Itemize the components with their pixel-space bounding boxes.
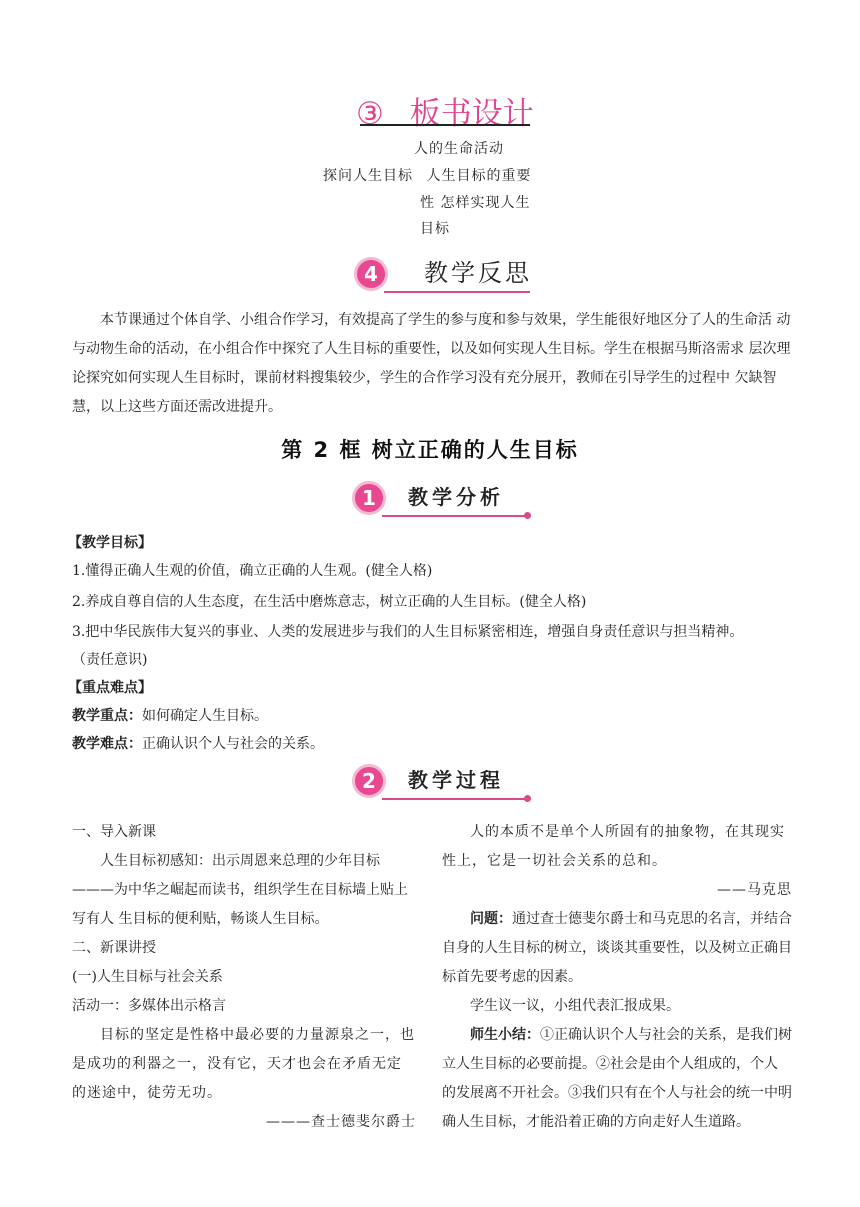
teaching-focus-label: 教学重点： bbox=[72, 708, 142, 724]
analysis-underline-dot bbox=[524, 512, 531, 519]
reflection-paragraph: 本节课通过个体自学、小组合作学习，有效提高了学生的参与度和参与效果，学生能很好地区分了人的生命活 动与动物生命的活动，在小组合作中探究了人生目标的重要性，以及如何实现人生目标。学生在根据马斯洛需求 层次理论探究如何实现人生目标时，课前材料搜集较少，学生的合作学习没有充分展开，教师在引导学生的过程中 欠缺智慧，以上这些方面还需改进提升。 bbox=[72, 312, 791, 415]
objective-item-3: 3.把中华民族伟大复兴的事业、人类的发展进步与我们的人生目标紧密相连，增强自身责任意识与担当精神。 bbox=[72, 624, 744, 640]
section-3-title bbox=[356, 88, 534, 132]
frame-title: 第 2 框 树立正确的人生目标 bbox=[281, 438, 579, 462]
process-underline bbox=[382, 798, 526, 800]
objectives-heading: 【教学目标】 bbox=[68, 535, 152, 551]
summary-paragraph bbox=[442, 1021, 792, 1137]
activity-label: 活动一：多媒体出示格言 bbox=[72, 998, 226, 1014]
process-left-column bbox=[72, 818, 416, 1137]
analysis-title: 教学分析 bbox=[408, 485, 504, 509]
analysis-underline bbox=[382, 515, 526, 517]
board-line-1: 人的生命活动 bbox=[414, 141, 504, 157]
analysis-header bbox=[352, 481, 534, 521]
quote-marx: 人的本质不是单个人所固有的抽象物，在其现实性上，它是一切社会关系的总和。 bbox=[442, 824, 785, 869]
teaching-focus-text: 如何确定人生目标。 bbox=[142, 708, 268, 724]
section-4-title: 教学反思 bbox=[424, 259, 532, 287]
intro-text: 人生目标初感知：出示周恩来总理的少年目标———为中华之崛起而读书，组织学生在目标墙上贴上写有人 生目标的便利贴，畅谈人生目标。 bbox=[72, 853, 408, 927]
quote-chesterfield-author: ———查士德斐尔爵士 bbox=[266, 1114, 416, 1130]
key-points-heading: 【重点难点】 bbox=[68, 680, 152, 696]
section-4-underline bbox=[384, 291, 530, 293]
objective-item-1: 1.懂得正确人生观的价值，确立正确的人生观。(健全人格) bbox=[72, 563, 433, 579]
process-right-column bbox=[442, 818, 792, 1137]
section-4-header bbox=[354, 257, 534, 297]
board-line-4: 目标 bbox=[420, 221, 450, 237]
process-title: 教学过程 bbox=[408, 768, 504, 792]
lecture-heading: 二、新课讲授 bbox=[72, 940, 156, 956]
analysis-number-badge: 1 bbox=[352, 481, 386, 515]
question-label: 问题： bbox=[470, 911, 512, 927]
teaching-difficulty-text: 正确认识个人与社会的关系。 bbox=[142, 736, 324, 752]
process-number-badge: 2 bbox=[352, 764, 386, 798]
teaching-focus bbox=[72, 706, 268, 726]
subsection-title: (一)人生目标与社会关系 bbox=[72, 969, 223, 985]
question-text: 通过查士德斐尔爵士和马克思的名言，并结合自身的人生目标的树立，谈谈其重要性，以及树立正确目标首先要考虑的因素。 bbox=[442, 911, 792, 985]
process-header bbox=[352, 764, 534, 804]
discussion-text: 学生议一议，小组代表汇报成果。 bbox=[470, 998, 680, 1014]
teaching-difficulty-label: 教学难点： bbox=[72, 736, 142, 752]
board-line-2-left: 探问人生目标 bbox=[323, 168, 413, 184]
objective-item-2: 2.养成自尊自信的人生态度，在生活中磨炼意志，树立正确的人生目标。(健全人格) bbox=[72, 594, 587, 610]
section-3-underline bbox=[360, 124, 530, 126]
board-line-3: 性 怎样实现人生 bbox=[420, 195, 531, 211]
intro-heading: 一、导入新课 bbox=[72, 824, 156, 840]
question-paragraph bbox=[442, 905, 792, 992]
board-line-2 bbox=[323, 163, 531, 189]
objective-item-3-tag: （责任意识) bbox=[72, 652, 148, 668]
section-4-number-badge: 4 bbox=[354, 257, 388, 291]
summary-text: ①正确认识个人与社会的关系，是我们树 立人生目标的必要前提。②社会是由个人组成的，个人 的发展离不开社会。③我们只有在个人与社会的统一中明确人生目标，才能沿着正确的方向走好人生道路。 bbox=[442, 1027, 792, 1130]
process-underline-dot bbox=[524, 795, 531, 802]
section-3-number: ③ bbox=[356, 96, 384, 132]
board-line-2-right: 人生目标的重要 bbox=[426, 168, 532, 184]
teaching-difficulty bbox=[72, 734, 324, 754]
quote-marx-author: ——马克思 bbox=[717, 882, 792, 898]
quote-chesterfield: 目标的坚定是性格中最必要的力量源泉之一，也是成功的利器之一，没有它，天才也会在矛盾无定的迷途中，徒劳无功。 bbox=[72, 1027, 415, 1101]
section-3-label: 板书设计 bbox=[409, 96, 534, 132]
summary-label: 师生小结： bbox=[470, 1027, 540, 1043]
